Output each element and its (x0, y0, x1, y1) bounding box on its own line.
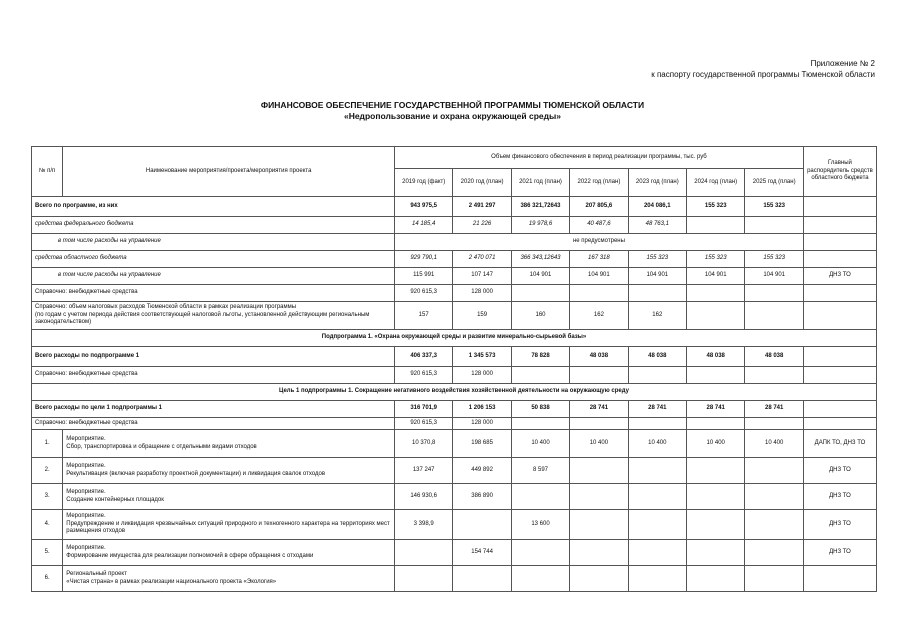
value-cell (745, 367, 803, 384)
value-cell: 104 901 (570, 268, 628, 285)
value-cell: 204 086,1 (628, 197, 686, 217)
subprogram-1-title: Подпрограмма 1. «Охрана окружающей среды и развитие минерально-сырьевой базы» (32, 330, 877, 347)
year-header: 2021 год (план) (511, 169, 569, 197)
annex-number: Приложение № 2 (810, 59, 875, 68)
value-cell: 21 226 (453, 217, 511, 234)
table-row (32, 234, 877, 251)
value-cell (745, 540, 803, 566)
value-cell (394, 566, 452, 592)
value-cell: 154 744 (453, 540, 511, 566)
value-cell: 115 991 (394, 268, 452, 285)
item-description: Мероприятие. Сбор, транспортировка и обращение с отдельными видами отходов (63, 430, 395, 458)
value-cell (511, 285, 569, 302)
value-cell: 366 343,12643 (511, 251, 569, 268)
value-cell (628, 484, 686, 510)
value-cell: 155 323 (687, 251, 745, 268)
value-cell (628, 540, 686, 566)
value-cell: 104 901 (745, 268, 803, 285)
table-row (32, 367, 877, 384)
value-cell (687, 302, 745, 330)
value-cell: 920 615,3 (394, 418, 452, 430)
row-label: средства областного бюджета (32, 251, 395, 268)
value-cell: 104 901 (628, 268, 686, 285)
value-cell (745, 458, 803, 484)
value-cell: 128 000 (453, 367, 511, 384)
row-label: средства федерального бюджета (32, 217, 395, 234)
value-cell (745, 566, 803, 592)
item-number: 6. (32, 566, 63, 592)
value-cell (687, 484, 745, 510)
value-cell: 48 038 (628, 347, 686, 367)
item-number: 3. (32, 484, 63, 510)
value-cell: 19 978,6 (511, 217, 569, 234)
title-line-2: «Недропользование и охрана окружающей среды» (343, 111, 562, 121)
value-cell: 167 318 (570, 251, 628, 268)
row-label: Справочно: внебюджетные средства (32, 285, 395, 302)
table-row (32, 197, 877, 217)
row-label: Справочно: объем налоговых расходов Тюменской области в рамках реализации программы (по годам с учетом периода действия соответствующей налоговой льготы, установленной действующим региональным законодательством) (32, 302, 395, 330)
table-row (32, 566, 877, 592)
value-cell (687, 540, 745, 566)
manager-cell: ДНЗ ТО (803, 458, 876, 484)
item-description: Мероприятие. Предупреждение и ликвидация чрезвычайных ситуаций природного и техногенного характера на территориях мест размещения отходов (63, 510, 395, 540)
value-cell: 207 805,6 (570, 197, 628, 217)
value-cell: 920 615,3 (394, 285, 452, 302)
value-cell: 386 890 (453, 484, 511, 510)
value-cell: 28 741 (570, 401, 628, 418)
value-cell: 155 323 (745, 197, 803, 217)
value-cell: 40 487,6 (570, 217, 628, 234)
table-row (32, 217, 877, 234)
manager-cell: ДНЗ ТО (803, 540, 876, 566)
item-description: Мероприятие. Формирование имущества для реализации полномочий в сфере обращения с отходами (63, 540, 395, 566)
row-label: Всего по программе, из них (32, 197, 395, 217)
value-cell: 386 321,72643 (511, 197, 569, 217)
manager-cell (803, 367, 876, 384)
value-cell: 162 (628, 302, 686, 330)
value-cell: 10 400 (745, 430, 803, 458)
year-header: 2023 год (план) (628, 169, 686, 197)
table-row (32, 484, 877, 510)
value-cell (628, 418, 686, 430)
value-cell: 104 901 (687, 268, 745, 285)
value-cell: 78 828 (511, 347, 569, 367)
title-line-1: ФИНАНСОВОЕ ОБЕСПЕЧЕНИЕ ГОСУДАРСТВЕННОЙ ПРОГРАММЫ ТЮМЕНСКОЙ ОБЛАСТИ (260, 100, 645, 110)
value-cell (511, 418, 569, 430)
value-cell: 10 400 (570, 430, 628, 458)
value-cell: 2 491 297 (453, 197, 511, 217)
value-cell: 155 323 (628, 251, 686, 268)
financing-table (31, 146, 877, 592)
header-manager: Главный распорядитель средств областного бюджета (803, 147, 876, 197)
manager-cell: ДНЗ ТО (803, 484, 876, 510)
row-label: в том числе расходы на управление (32, 234, 395, 251)
value-cell: 48 038 (745, 347, 803, 367)
value-cell: 10 370,8 (394, 430, 452, 458)
value-cell (570, 484, 628, 510)
value-cell: 28 741 (628, 401, 686, 418)
value-cell: 10 400 (628, 430, 686, 458)
value-cell: 160 (511, 302, 569, 330)
table-row (32, 458, 877, 484)
value-cell: 1 206 153 (453, 401, 511, 418)
goal-1-title: Цель 1 подпрограммы 1. Сокращение негативного воздействия хозяйственной деятельности на окружающую среду (32, 384, 877, 401)
table-row (32, 285, 877, 302)
value-cell (570, 367, 628, 384)
value-cell: 2 470 071 (453, 251, 511, 268)
value-cell (394, 540, 452, 566)
year-header: 2020 год (план) (453, 169, 511, 197)
value-cell: 128 000 (453, 285, 511, 302)
row-label: Всего расходы по цели 1 подпрограммы 1 (32, 401, 395, 418)
header-name: Наименование мероприятия/проекта/мероприятия проекта (63, 147, 395, 197)
value-cell (745, 510, 803, 540)
value-cell: 107 147 (453, 268, 511, 285)
item-description: Региональный проект «Чистая страна» в рамках реализации национального проекта «Экология» (63, 566, 395, 592)
table-row (32, 268, 877, 285)
header-num: № п/п (32, 147, 63, 197)
value-cell: 48 038 (687, 347, 745, 367)
manager-cell (803, 251, 876, 268)
manager-cell (803, 234, 876, 251)
value-cell: 929 790,1 (394, 251, 452, 268)
manager-cell (803, 302, 876, 330)
value-cell (745, 302, 803, 330)
value-cell (628, 285, 686, 302)
table-row (32, 347, 877, 367)
value-cell: 50 838 (511, 401, 569, 418)
manager-cell (803, 285, 876, 302)
value-cell: 48 763,1 (628, 217, 686, 234)
value-cell: 13 600 (511, 510, 569, 540)
row-label: Всего расходы по подпрограмме 1 (32, 347, 395, 367)
value-cell (570, 458, 628, 484)
year-header: 2025 год (план) (745, 169, 803, 197)
value-cell (628, 367, 686, 384)
value-cell: 104 901 (511, 268, 569, 285)
table-row (32, 302, 877, 330)
manager-cell (803, 347, 876, 367)
value-cell (453, 566, 511, 592)
table-row (32, 418, 877, 430)
value-cell (453, 510, 511, 540)
item-number: 4. (32, 510, 63, 540)
value-cell: 146 930,6 (394, 484, 452, 510)
value-cell (687, 367, 745, 384)
value-cell (687, 458, 745, 484)
value-cell: 10 400 (687, 430, 745, 458)
value-cell: 159 (453, 302, 511, 330)
value-cell: 48 038 (570, 347, 628, 367)
item-number: 1. (32, 430, 63, 458)
value-cell (745, 217, 803, 234)
value-cell (687, 418, 745, 430)
manager-cell (803, 418, 876, 430)
value-cell (570, 566, 628, 592)
value-cell (511, 484, 569, 510)
manager-cell (803, 401, 876, 418)
table-row (32, 540, 877, 566)
manager-cell: ДНЗ ТО (803, 510, 876, 540)
value-cell: 3 398,9 (394, 510, 452, 540)
value-cell (570, 418, 628, 430)
manager-cell (803, 566, 876, 592)
item-number: 5. (32, 540, 63, 566)
value-cell (745, 285, 803, 302)
value-cell: 28 741 (687, 401, 745, 418)
value-cell: 10 400 (511, 430, 569, 458)
header-volume: Объем финансового обеспечения в период реализации программы, тыс. руб (394, 147, 803, 169)
value-cell: 943 975,5 (394, 197, 452, 217)
value-cell (570, 285, 628, 302)
value-cell: 155 323 (745, 251, 803, 268)
value-cell: 28 741 (745, 401, 803, 418)
value-cell: 449 892 (453, 458, 511, 484)
value-cell (745, 484, 803, 510)
table-row (32, 251, 877, 268)
manager-cell: ДНЗ ТО (803, 268, 876, 285)
value-cell: 316 701,9 (394, 401, 452, 418)
annex-note (651, 58, 875, 80)
not-provided-note: не предусмотрены (394, 234, 803, 251)
item-description: Мероприятие. Создание контейнерных площадок (63, 484, 395, 510)
row-label: Справочно: внебюджетные средства (32, 367, 395, 384)
value-cell: 155 323 (687, 197, 745, 217)
value-cell (628, 510, 686, 540)
value-cell (511, 367, 569, 384)
value-cell: 8 597 (511, 458, 569, 484)
annex-reference: к паспорту государственной программы Тюменской области (651, 70, 875, 79)
value-cell (570, 510, 628, 540)
table-row (32, 401, 877, 418)
manager-cell (803, 217, 876, 234)
value-cell: 162 (570, 302, 628, 330)
row-label: Справочно: внебюджетные средства (32, 418, 395, 430)
value-cell (687, 510, 745, 540)
value-cell (745, 418, 803, 430)
value-cell (687, 566, 745, 592)
value-cell (687, 217, 745, 234)
manager-cell: ДАПК ТО, ДНЗ ТО (803, 430, 876, 458)
item-description: Мероприятие. Рекультивация (включая разработку проектной документации) и ликвидация свалок отходов (63, 458, 395, 484)
year-header: 2022 год (план) (570, 169, 628, 197)
table-row (32, 430, 877, 458)
value-cell (570, 540, 628, 566)
year-header: 2019 год (факт) (394, 169, 452, 197)
value-cell: 14 185,4 (394, 217, 452, 234)
section-row (32, 384, 877, 401)
item-number: 2. (32, 458, 63, 484)
value-cell (687, 285, 745, 302)
value-cell: 198 685 (453, 430, 511, 458)
section-row (32, 330, 877, 347)
row-label: в том числе расходы на управление (32, 268, 395, 285)
header-row (32, 147, 877, 169)
value-cell: 406 337,3 (394, 347, 452, 367)
value-cell: 157 (394, 302, 452, 330)
table-row (32, 510, 877, 540)
year-header: 2024 год (план) (687, 169, 745, 197)
value-cell (511, 540, 569, 566)
value-cell: 920 615,3 (394, 367, 452, 384)
value-cell: 1 345 573 (453, 347, 511, 367)
value-cell: 128 000 (453, 418, 511, 430)
value-cell (628, 458, 686, 484)
value-cell (628, 566, 686, 592)
value-cell (511, 566, 569, 592)
manager-cell (803, 197, 876, 217)
value-cell: 137 247 (394, 458, 452, 484)
document-title (0, 100, 905, 122)
